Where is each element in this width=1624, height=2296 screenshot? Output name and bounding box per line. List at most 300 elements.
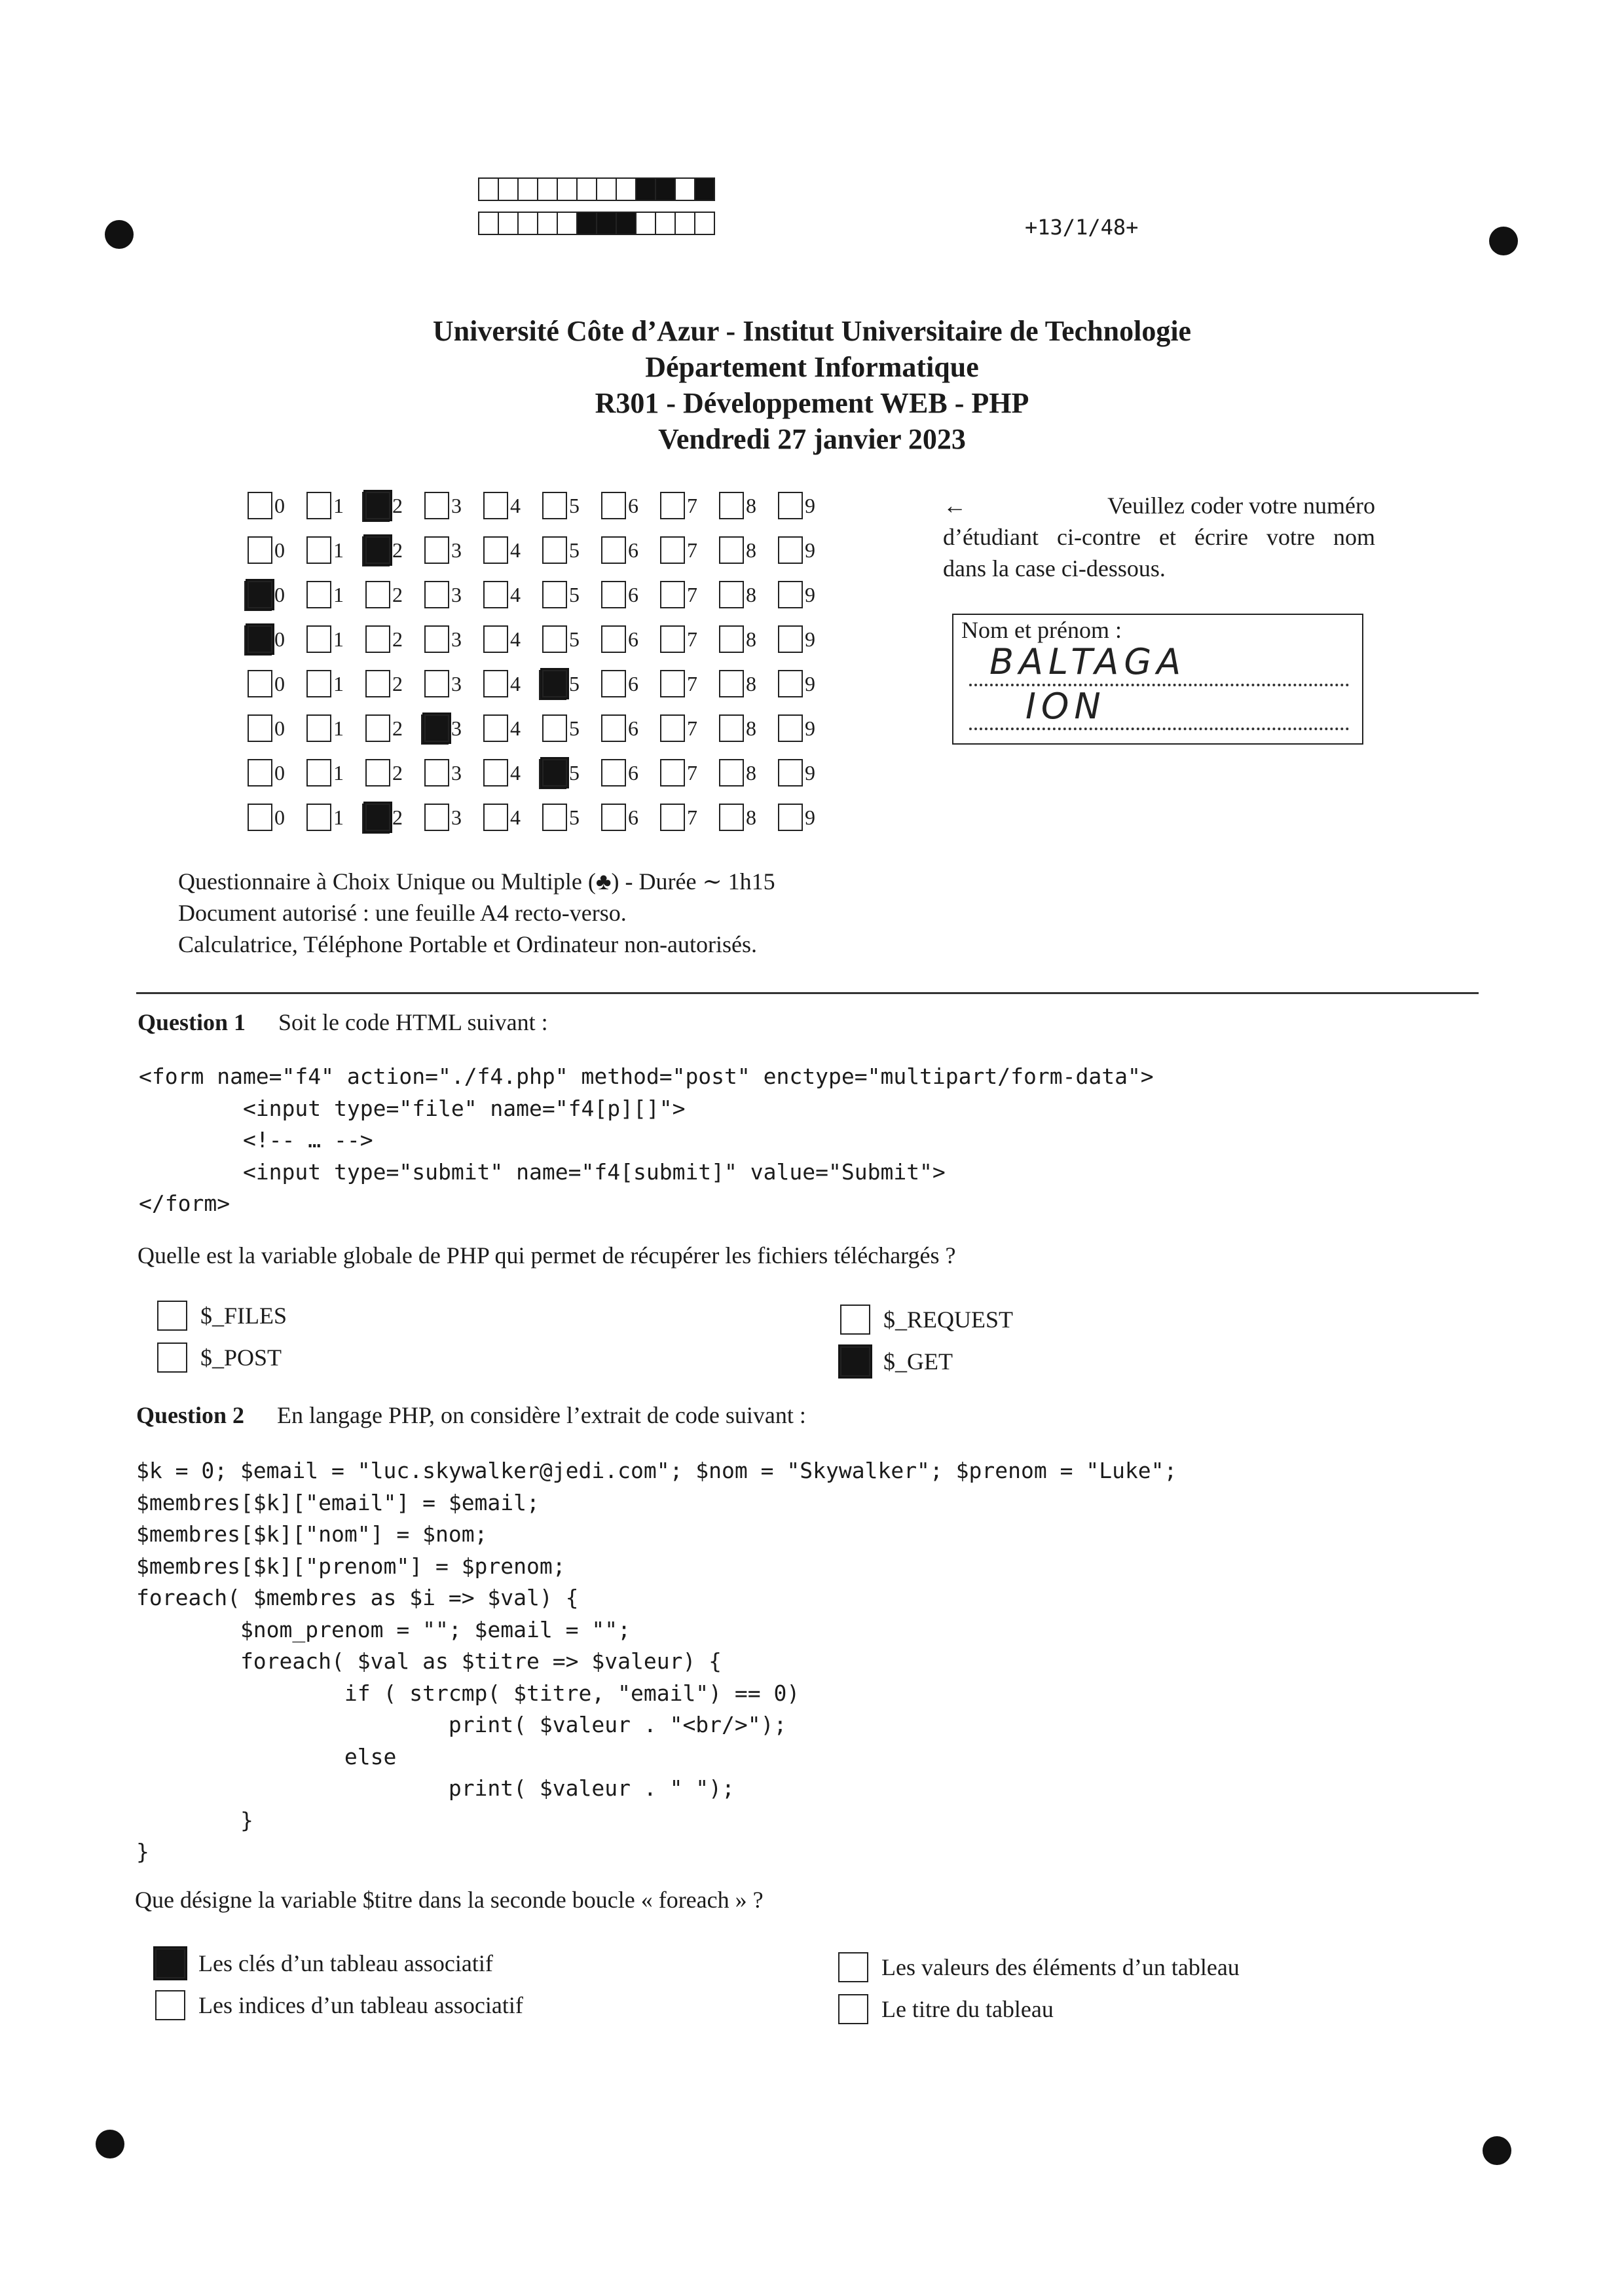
id-digit-option[interactable] xyxy=(365,625,424,653)
barcode-cell xyxy=(478,212,499,235)
barcode-cell xyxy=(596,212,617,235)
id-digit-label: 5 xyxy=(569,582,580,606)
id-digit-option[interactable] xyxy=(248,625,306,653)
id-digit-checkbox[interactable] xyxy=(601,670,626,697)
id-digit-label: 2 xyxy=(392,716,403,740)
id-digit-option[interactable] xyxy=(248,492,306,519)
student-id-grid xyxy=(248,483,837,840)
barcode-cell xyxy=(674,212,695,235)
q2-answer-2[interactable] xyxy=(155,1990,523,2020)
id-digit-option[interactable] xyxy=(601,759,660,787)
id-digit-label: 1 xyxy=(333,582,344,606)
q1-answer-3-label: $_REQUEST xyxy=(883,1306,1013,1333)
id-digit-checkbox[interactable] xyxy=(483,581,508,608)
id-digit-label: 3 xyxy=(451,716,462,740)
q2-answer-4[interactable] xyxy=(838,1994,1054,2024)
id-digit-option[interactable] xyxy=(365,759,424,787)
id-digit-option[interactable] xyxy=(365,492,424,519)
id-digit-checkbox[interactable] xyxy=(483,492,508,519)
instructions-line-3: dans la case ci-dessous. xyxy=(943,555,1166,582)
id-digit-checkbox[interactable] xyxy=(660,714,685,742)
id-digit-checkbox[interactable] xyxy=(248,581,272,608)
id-digit-checkbox[interactable] xyxy=(778,759,803,787)
question-1-title xyxy=(138,1009,548,1036)
id-digit-label: 2 xyxy=(392,671,403,695)
id-digit-checkbox[interactable] xyxy=(542,804,567,831)
id-digit-label: 7 xyxy=(687,805,697,829)
id-digit-checkbox[interactable] xyxy=(778,581,803,608)
id-digit-option[interactable] xyxy=(248,804,306,831)
id-digit-option[interactable] xyxy=(778,625,837,653)
id-row xyxy=(248,750,837,795)
id-digit-checkbox[interactable] xyxy=(483,536,508,564)
id-digit-option[interactable] xyxy=(542,804,601,831)
id-digit-checkbox[interactable] xyxy=(719,536,744,564)
id-digit-checkbox[interactable] xyxy=(660,625,685,653)
id-digit-checkbox[interactable] xyxy=(542,759,567,787)
id-digit-label: 4 xyxy=(510,582,521,606)
id-digit-option[interactable] xyxy=(248,581,306,608)
id-digit-checkbox[interactable] xyxy=(424,625,449,653)
id-digit-option[interactable] xyxy=(365,581,424,608)
id-digit-checkbox[interactable] xyxy=(306,492,331,519)
id-digit-checkbox[interactable] xyxy=(365,492,390,519)
id-digit-option[interactable] xyxy=(601,625,660,653)
university-name: Université Côte d’Azur - Institut Universitaire de Technologie xyxy=(432,315,1192,347)
id-digit-label: 7 xyxy=(687,538,697,562)
barcode-cell xyxy=(694,212,715,235)
id-digit-checkbox[interactable] xyxy=(719,714,744,742)
id-digit-checkbox[interactable] xyxy=(248,714,272,742)
id-digit-option[interactable] xyxy=(601,581,660,608)
id-digit-option[interactable] xyxy=(483,804,542,831)
id-digit-option[interactable] xyxy=(424,492,483,519)
id-digit-option[interactable] xyxy=(483,714,542,742)
id-digit-option[interactable] xyxy=(365,536,424,564)
id-digit-checkbox[interactable] xyxy=(601,625,626,653)
id-digit-option[interactable] xyxy=(719,492,778,519)
id-digit-label: 4 xyxy=(510,538,521,562)
q2-answer-2-label: Les indices d’un tableau associatif xyxy=(198,1992,523,2018)
id-digit-checkbox[interactable] xyxy=(306,625,331,653)
id-digit-checkbox[interactable] xyxy=(601,581,626,608)
id-digit-label: 9 xyxy=(805,805,815,829)
id-digit-option[interactable] xyxy=(424,625,483,653)
id-digit-label: 3 xyxy=(451,582,462,606)
name-line-2 xyxy=(969,728,1349,730)
id-digit-option[interactable] xyxy=(601,804,660,831)
id-digit-option[interactable] xyxy=(778,759,837,787)
id-digit-label: 0 xyxy=(274,493,285,517)
id-digit-checkbox[interactable] xyxy=(778,804,803,831)
id-digit-label: 5 xyxy=(569,760,580,785)
id-digit-checkbox[interactable] xyxy=(719,581,744,608)
id-digit-option[interactable] xyxy=(365,670,424,697)
id-digit-option[interactable] xyxy=(601,492,660,519)
id-digit-label: 6 xyxy=(628,716,638,740)
id-digit-label: 0 xyxy=(274,538,285,562)
id-digit-checkbox[interactable] xyxy=(306,581,331,608)
id-digit-option[interactable] xyxy=(660,492,719,519)
id-digit-checkbox[interactable] xyxy=(719,804,744,831)
id-digit-checkbox[interactable] xyxy=(424,536,449,564)
id-digit-label: 0 xyxy=(274,760,285,785)
exam-date: Vendredi 27 janvier 2023 xyxy=(658,423,966,455)
barcode-row-2 xyxy=(478,212,714,235)
name-box xyxy=(952,614,1363,745)
id-digit-option[interactable] xyxy=(660,536,719,564)
id-digit-option[interactable] xyxy=(306,759,365,787)
id-digit-label: 6 xyxy=(628,627,638,651)
id-digit-option[interactable] xyxy=(542,759,601,787)
registration-mark-top-left xyxy=(105,220,134,249)
id-digit-option[interactable] xyxy=(542,536,601,564)
q1-answer-1-label: $_FILES xyxy=(200,1303,287,1329)
id-digit-label: 0 xyxy=(274,716,285,740)
question-2-prompt: Que désigne la variable $titre dans la seconde boucle « foreach » ? xyxy=(135,1887,764,1913)
barcode-cell xyxy=(635,177,656,201)
barcode-cell xyxy=(694,177,715,201)
q1-answer-3-checkbox[interactable] xyxy=(840,1305,870,1335)
barcode-cell xyxy=(478,177,499,201)
barcode-cell xyxy=(557,177,578,201)
id-row xyxy=(248,617,837,661)
id-digit-option[interactable] xyxy=(601,536,660,564)
id-digit-option[interactable] xyxy=(424,670,483,697)
id-digit-option[interactable] xyxy=(542,625,601,653)
barcode-cell xyxy=(557,212,578,235)
id-digit-option[interactable] xyxy=(778,714,837,742)
id-digit-label: 1 xyxy=(333,671,344,695)
q1-answer-4-checkbox[interactable] xyxy=(840,1346,870,1377)
id-digit-option[interactable] xyxy=(306,581,365,608)
id-digit-label: 9 xyxy=(805,760,815,785)
id-digit-checkbox[interactable] xyxy=(483,804,508,831)
id-digit-checkbox[interactable] xyxy=(424,492,449,519)
id-digit-checkbox[interactable] xyxy=(483,625,508,653)
id-digit-option[interactable] xyxy=(719,759,778,787)
rules-line-3: Calculatrice, Téléphone Portable et Ordinateur non-autorisés. xyxy=(178,931,758,957)
id-digit-label: 0 xyxy=(274,671,285,695)
question-1-label: Question 1 xyxy=(138,1009,246,1035)
id-digit-checkbox[interactable] xyxy=(719,670,744,697)
department-name: Département Informatique xyxy=(645,351,979,383)
id-digit-option[interactable] xyxy=(778,536,837,564)
id-digit-checkbox[interactable] xyxy=(778,670,803,697)
id-digit-checkbox[interactable] xyxy=(483,714,508,742)
id-digit-checkbox[interactable] xyxy=(542,670,567,697)
id-digit-checkbox[interactable] xyxy=(248,804,272,831)
barcode-cell xyxy=(576,212,597,235)
id-digit-option[interactable] xyxy=(306,625,365,653)
id-digit-option[interactable] xyxy=(483,759,542,787)
id-digit-option[interactable] xyxy=(719,536,778,564)
id-digit-label: 7 xyxy=(687,493,697,517)
id-digit-option[interactable] xyxy=(365,714,424,742)
id-digit-label: 9 xyxy=(805,627,815,651)
q1-answer-2-checkbox[interactable] xyxy=(157,1342,187,1373)
id-digit-label: 8 xyxy=(746,671,756,695)
id-digit-label: 5 xyxy=(569,493,580,517)
id-digit-checkbox[interactable] xyxy=(719,759,744,787)
id-digit-label: 6 xyxy=(628,671,638,695)
id-digit-label: 5 xyxy=(569,671,580,695)
q2-answer-1-label: Les clés d’un tableau associatif xyxy=(198,1950,493,1976)
q2-answer-3[interactable] xyxy=(838,1952,1240,1982)
q2-answer-2-checkbox[interactable] xyxy=(155,1990,185,2020)
id-digit-checkbox[interactable] xyxy=(365,536,390,564)
id-digit-checkbox[interactable] xyxy=(660,759,685,787)
id-digit-label: 2 xyxy=(392,760,403,785)
q1-answer-4[interactable] xyxy=(840,1346,953,1377)
id-digit-label: 0 xyxy=(274,805,285,829)
barcode-cell xyxy=(537,212,558,235)
id-digit-checkbox[interactable] xyxy=(248,536,272,564)
barcode-cell xyxy=(655,177,676,201)
q2-answer-3-checkbox[interactable] xyxy=(838,1952,868,1982)
registration-mark-top-right xyxy=(1489,227,1518,255)
id-digit-option[interactable] xyxy=(483,492,542,519)
id-digit-checkbox[interactable] xyxy=(601,759,626,787)
id-digit-option[interactable] xyxy=(719,714,778,742)
id-digit-checkbox[interactable] xyxy=(306,536,331,564)
id-digit-option[interactable] xyxy=(248,536,306,564)
id-digit-option[interactable] xyxy=(778,804,837,831)
id-digit-checkbox[interactable] xyxy=(248,670,272,697)
id-digit-checkbox[interactable] xyxy=(306,804,331,831)
id-digit-option[interactable] xyxy=(660,759,719,787)
q2-answer-3-label: Les valeurs des éléments d’un tableau xyxy=(881,1954,1240,1980)
id-digit-option[interactable] xyxy=(778,581,837,608)
id-digit-label: 5 xyxy=(569,716,580,740)
id-digit-label: 9 xyxy=(805,582,815,606)
q2-answer-1-checkbox[interactable] xyxy=(155,1948,185,1978)
instructions-line-2: d’étudiant ci-contre et écrire votre nom xyxy=(943,524,1375,550)
id-digit-checkbox[interactable] xyxy=(542,714,567,742)
id-digit-checkbox[interactable] xyxy=(778,492,803,519)
id-digit-label: 4 xyxy=(510,671,521,695)
q2-answer-4-label: Le titre du tableau xyxy=(881,1996,1054,2022)
id-digit-option[interactable] xyxy=(424,581,483,608)
id-digit-label: 4 xyxy=(510,716,521,740)
id-digit-label: 2 xyxy=(392,538,403,562)
id-digit-checkbox[interactable] xyxy=(424,759,449,787)
id-digit-checkbox[interactable] xyxy=(365,581,390,608)
separator-line xyxy=(136,992,1479,994)
id-digit-checkbox[interactable] xyxy=(248,492,272,519)
id-digit-option[interactable] xyxy=(424,714,483,742)
id-digit-label: 3 xyxy=(451,538,462,562)
id-digit-option[interactable] xyxy=(601,670,660,697)
id-digit-option[interactable] xyxy=(660,714,719,742)
id-digit-label: 2 xyxy=(392,627,403,651)
id-digit-checkbox[interactable] xyxy=(365,759,390,787)
q2-answer-1[interactable] xyxy=(155,1948,493,1978)
id-digit-option[interactable] xyxy=(424,759,483,787)
id-digit-label: 3 xyxy=(451,760,462,785)
q1-answer-2[interactable] xyxy=(157,1342,282,1373)
id-digit-option[interactable] xyxy=(719,670,778,697)
q1-answer-1-checkbox[interactable] xyxy=(157,1301,187,1331)
id-digit-checkbox[interactable] xyxy=(660,804,685,831)
id-digit-label: 1 xyxy=(333,716,344,740)
exam-rules xyxy=(178,866,775,960)
rules-line-1: Questionnaire à Choix Unique ou Multiple (♣) - Durée ∼ 1h15 xyxy=(178,868,775,895)
id-digit-checkbox[interactable] xyxy=(778,625,803,653)
id-digit-option[interactable] xyxy=(778,670,837,697)
id-digit-label: 8 xyxy=(746,760,756,785)
question-2-label: Question 2 xyxy=(136,1402,245,1428)
id-digit-label: 1 xyxy=(333,805,344,829)
id-digit-label: 5 xyxy=(569,627,580,651)
id-digit-checkbox[interactable] xyxy=(424,714,449,742)
q1-answer-3[interactable] xyxy=(840,1305,1013,1335)
handwritten-first-name: ION xyxy=(1025,686,1106,727)
registration-mark-bottom-left xyxy=(96,2130,124,2158)
id-digit-checkbox[interactable] xyxy=(660,581,685,608)
id-digit-option[interactable] xyxy=(542,492,601,519)
id-row xyxy=(248,795,837,840)
id-digit-option[interactable] xyxy=(483,625,542,653)
id-digit-option[interactable] xyxy=(424,536,483,564)
id-row xyxy=(248,528,837,572)
id-digit-checkbox[interactable] xyxy=(365,625,390,653)
id-digit-label: 5 xyxy=(569,538,580,562)
id-digit-option[interactable] xyxy=(306,804,365,831)
barcode-cell xyxy=(498,212,519,235)
id-digit-label: 1 xyxy=(333,760,344,785)
id-digit-checkbox[interactable] xyxy=(306,759,331,787)
id-digit-checkbox[interactable] xyxy=(660,670,685,697)
barcode-cell xyxy=(635,212,656,235)
id-digit-option[interactable] xyxy=(660,625,719,653)
id-digit-label: 4 xyxy=(510,760,521,785)
id-digit-option[interactable] xyxy=(660,804,719,831)
id-digit-option[interactable] xyxy=(424,804,483,831)
id-digit-checkbox[interactable] xyxy=(306,670,331,697)
id-digit-checkbox[interactable] xyxy=(365,804,390,831)
id-digit-label: 4 xyxy=(510,493,521,517)
id-digit-checkbox[interactable] xyxy=(424,804,449,831)
id-instructions xyxy=(943,490,1375,584)
id-digit-checkbox[interactable] xyxy=(778,536,803,564)
id-digit-option[interactable] xyxy=(306,536,365,564)
id-digit-checkbox[interactable] xyxy=(248,625,272,653)
id-digit-option[interactable] xyxy=(542,581,601,608)
id-digit-label: 7 xyxy=(687,760,697,785)
id-digit-option[interactable] xyxy=(483,536,542,564)
question-2-code: $k = 0; $email = "luc.skywalker@jedi.com"; $nom = "Skywalker"; $prenom = "Luke"; $membres[$k]["email"] = $email; $membres[$k]["nom"] = $nom; $membres[$k]["prenom"] = $prenom; foreach( $membres as $i => $val) { $nom_prenom = ""; $email = ""; foreach( $val as $titre => $valeur) { if ( strcmp( $titre, "email") == 0) print( $valeur . "<br/>"); else print( $valeur . " "); } } xyxy=(136,1458,1177,1864)
id-digit-checkbox[interactable] xyxy=(306,714,331,742)
id-digit-checkbox[interactable] xyxy=(542,536,567,564)
id-digit-checkbox[interactable] xyxy=(248,759,272,787)
id-digit-checkbox[interactable] xyxy=(365,670,390,697)
id-digit-checkbox[interactable] xyxy=(542,581,567,608)
barcode-cell xyxy=(616,212,637,235)
registration-mark-bottom-right xyxy=(1483,2136,1511,2165)
page-number: +13/1/48+ xyxy=(1025,215,1139,240)
id-digit-checkbox[interactable] xyxy=(601,804,626,831)
id-digit-checkbox[interactable] xyxy=(778,714,803,742)
rules-line-2: Document autorisé : une feuille A4 recto-verso. xyxy=(178,900,627,926)
id-digit-option[interactable] xyxy=(542,714,601,742)
id-digit-label: 5 xyxy=(569,805,580,829)
id-digit-option[interactable] xyxy=(660,581,719,608)
id-digit-checkbox[interactable] xyxy=(601,492,626,519)
id-digit-checkbox[interactable] xyxy=(719,625,744,653)
id-digit-option[interactable] xyxy=(719,804,778,831)
barcode-cell xyxy=(537,177,558,201)
id-digit-option[interactable] xyxy=(306,714,365,742)
id-digit-option[interactable] xyxy=(719,625,778,653)
barcode-cell xyxy=(576,177,597,201)
handwritten-last-name: BALTAGA xyxy=(989,641,1187,682)
id-digit-label: 8 xyxy=(746,716,756,740)
id-digit-label: 7 xyxy=(687,671,697,695)
id-digit-option[interactable] xyxy=(778,492,837,519)
id-digit-label: 2 xyxy=(392,493,403,517)
id-digit-label: 3 xyxy=(451,493,462,517)
barcode-cell xyxy=(616,177,637,201)
course-name: R301 - Développement WEB - PHP xyxy=(595,387,1029,419)
id-digit-checkbox[interactable] xyxy=(365,714,390,742)
id-digit-option[interactable] xyxy=(719,581,778,608)
id-digit-option[interactable] xyxy=(483,670,542,697)
id-digit-option[interactable] xyxy=(483,581,542,608)
id-digit-option[interactable] xyxy=(660,670,719,697)
q1-answer-4-label: $_GET xyxy=(883,1348,953,1375)
id-digit-checkbox[interactable] xyxy=(601,536,626,564)
id-digit-label: 8 xyxy=(746,538,756,562)
id-digit-checkbox[interactable] xyxy=(542,492,567,519)
id-digit-checkbox[interactable] xyxy=(660,492,685,519)
id-digit-option[interactable] xyxy=(365,804,424,831)
id-digit-option[interactable] xyxy=(601,714,660,742)
id-digit-label: 3 xyxy=(451,671,462,695)
id-digit-label: 0 xyxy=(274,627,285,651)
question-2-title xyxy=(136,1401,806,1429)
id-digit-checkbox[interactable] xyxy=(601,714,626,742)
id-digit-option[interactable] xyxy=(306,670,365,697)
id-digit-option[interactable] xyxy=(542,670,601,697)
barcode-row-1 xyxy=(478,177,714,201)
id-digit-label: 9 xyxy=(805,671,815,695)
id-digit-checkbox[interactable] xyxy=(483,670,508,697)
id-digit-checkbox[interactable] xyxy=(719,492,744,519)
id-digit-label: 1 xyxy=(333,627,344,651)
id-digit-label: 7 xyxy=(687,582,697,606)
id-row xyxy=(248,483,837,528)
id-digit-checkbox[interactable] xyxy=(424,581,449,608)
id-row xyxy=(248,572,837,617)
exam-header xyxy=(0,313,1624,457)
id-digit-option[interactable] xyxy=(306,492,365,519)
id-digit-option[interactable] xyxy=(248,714,306,742)
id-digit-option[interactable] xyxy=(248,670,306,697)
q2-answer-4-checkbox[interactable] xyxy=(838,1994,868,2024)
id-digit-checkbox[interactable] xyxy=(542,625,567,653)
id-row xyxy=(248,706,837,750)
id-digit-checkbox[interactable] xyxy=(424,670,449,697)
instructions-line-1: Veuillez coder votre numéro xyxy=(1107,492,1375,519)
id-digit-checkbox[interactable] xyxy=(483,759,508,787)
q1-answer-1[interactable] xyxy=(157,1301,287,1331)
id-digit-label: 8 xyxy=(746,805,756,829)
id-digit-option[interactable] xyxy=(248,759,306,787)
id-digit-label: 0 xyxy=(274,582,285,606)
id-digit-checkbox[interactable] xyxy=(660,536,685,564)
barcode-cell xyxy=(596,177,617,201)
